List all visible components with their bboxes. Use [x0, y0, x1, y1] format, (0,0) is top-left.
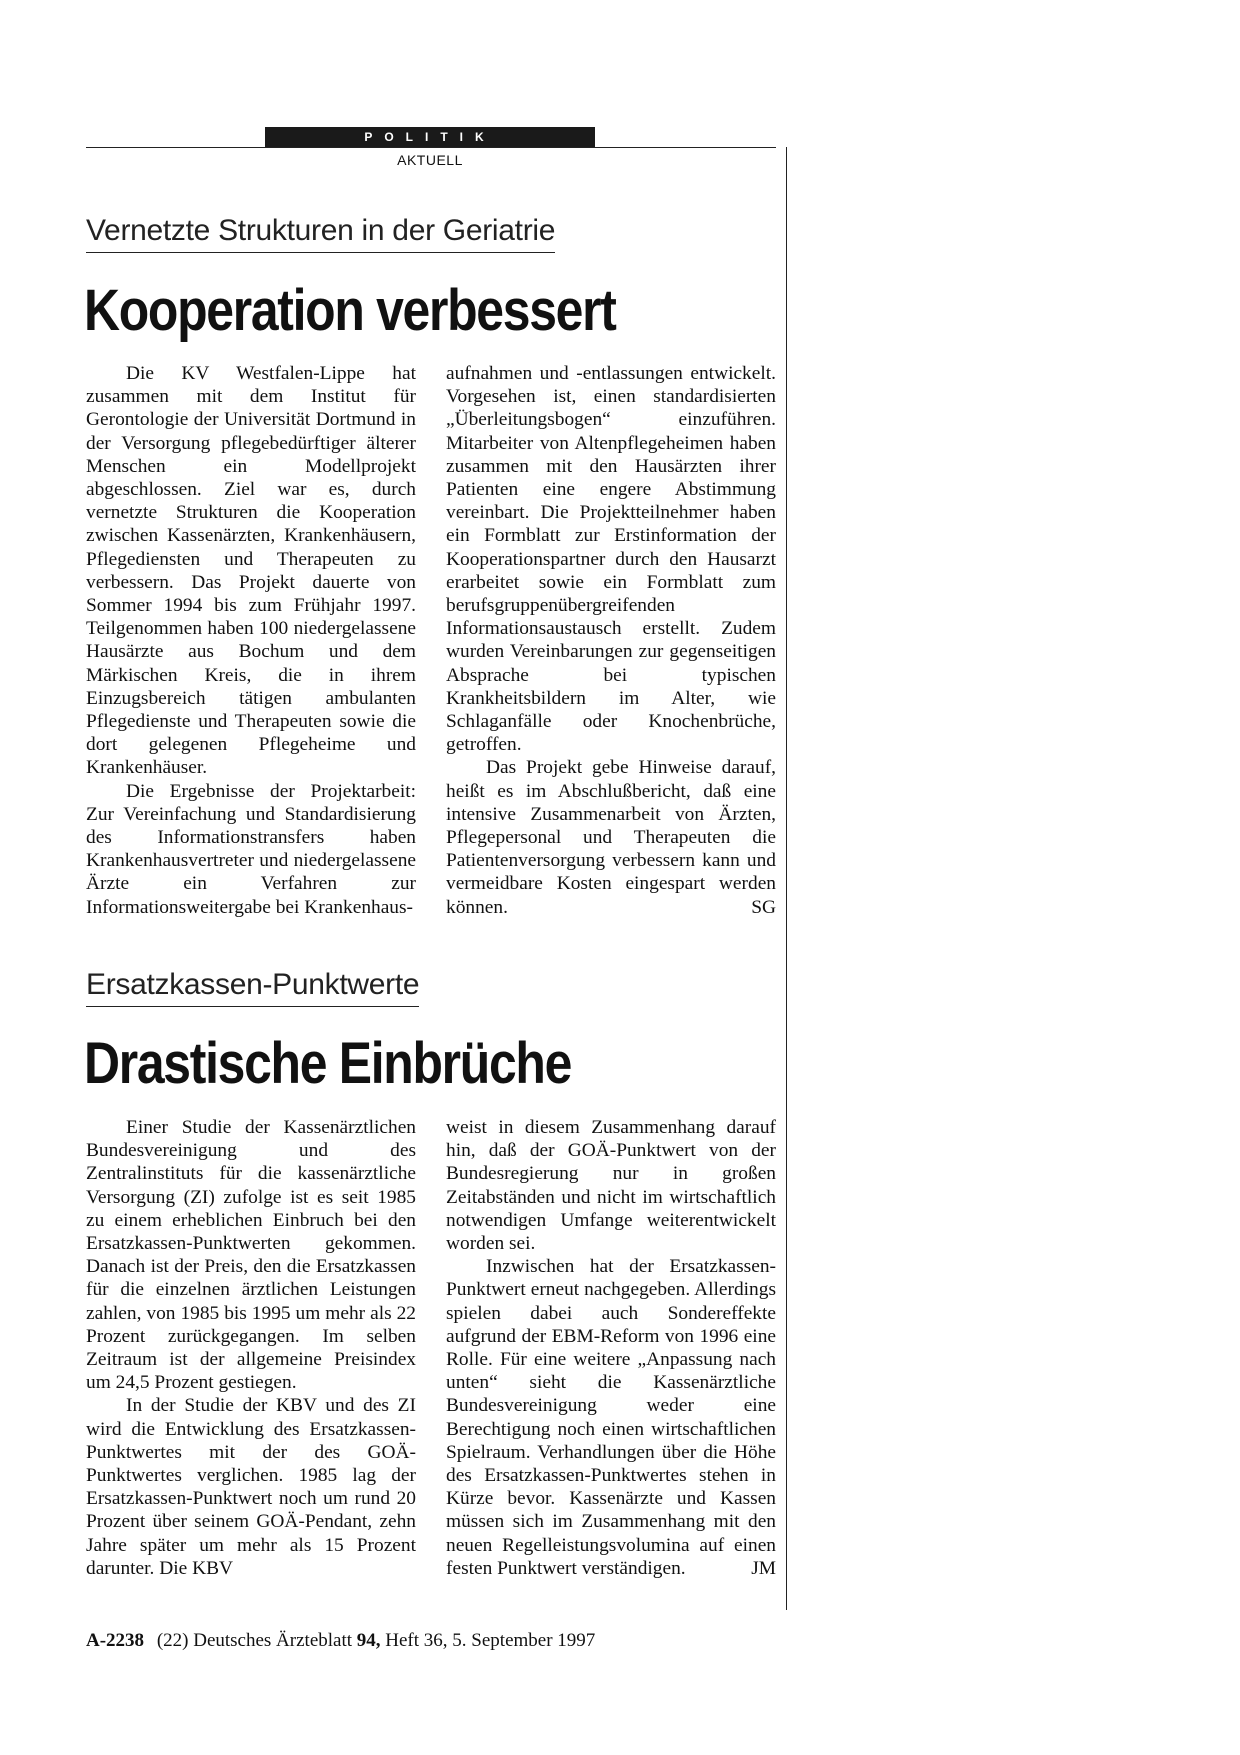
article2-column-1: [86, 1116, 416, 1580]
article1-kicker: Vernetzte Strukturen in der Geriatrie: [86, 214, 555, 253]
footer-issue: Heft 36, 5. September 1997: [385, 1630, 596, 1651]
article1-paragraph-text: Das Projekt gebe Hinweise darauf, heißt es im Abschlußbericht, daß eine intensive Zusammenarbeit von Ärzten, Pflegepersonal und Therapeuten die Patientenversorgung verbessern kann und vermeidbare Kosten eingespart werden können.: [446, 757, 776, 918]
column-divider: [786, 147, 787, 1610]
header-rule: [86, 147, 776, 148]
article1-headline: Kooperation verbessert: [84, 278, 616, 343]
article1-paragraph-last: [446, 756, 776, 918]
article1-paragraph: aufnahmen und -entlassungen entwickelt. Vorgesehen ist, einen standardisierten „Überleitungsbogen“ einzuführen. Mitarbeiter von Altenpflegeheimen haben zusammen mit den Hausärzten ihrer Patienten eine engere Abstimmung vereinbart. Die Projektteilnehmer haben ein Formblatt zur Erstinformation der Kooperationspartner durch den Hausarzt erarbeitet sowie ein Formblatt zum berufsgruppenübergreifenden Informationsaustausch erstellt. Zudem wurden Vereinbarungen zur gegenseitigen Absprache bei typischen Krankheitsbildern im Alter, wie Schlaganfälle oder Knochenbrüche, getroffen.: [446, 363, 776, 756]
article2-column-2: [446, 1116, 776, 1580]
article2-headline: Drastische Einbrüche: [84, 1031, 572, 1096]
page-footer: [86, 1630, 595, 1652]
article2-kicker: Ersatzkassen-Punktwerte: [86, 968, 419, 1007]
article2-paragraph-last: [446, 1255, 776, 1580]
footer-volume: 94,: [356, 1630, 381, 1651]
article2-paragraph: In der Studie der KBV und des ZI wird die Entwicklung des Ersatzkassen-Punktwertes mit der des GOÄ-Punktwertes verglichen. 1985 lag der Ersatzkassen-Punktwert noch um rund 20 Prozent über seinem GOÄ-Pendant, zehn Jahre später um mehr als 15 Prozent darunter. Die KBV: [86, 1395, 416, 1579]
article1-column-2: [446, 362, 776, 919]
article2-signature: JM: [751, 1557, 776, 1579]
subsection-label: AKTUELL: [397, 152, 463, 168]
section-label: POLITIK: [265, 127, 595, 147]
article1-paragraph: Die KV Westfalen-Lippe hat zusammen mit dem Institut für Gerontologie der Universität Dortmund in der Versorgung pflegebedürftiger älterer Menschen ein Modellprojekt abgeschlossen. Ziel war es, durch vernetzte Strukturen die Kooperation zwischen Kassenärzten, Krankenhäusern, Pflegediensten und Therapeuten zu verbessern. Das Projekt dauerte von Sommer 1994 bis zum Frühjahr 1997. Teilgenommen haben 100 niedergelassene Hausärzte aus Bochum und dem Märkischen Kreis, die in ihrem Einzugsbereich tätigen ambulanten Pflegedienste und Therapeuten sowie die dort gelegenen Pflegeheime und Krankenhäuser.: [86, 363, 416, 779]
article2-paragraph: Einer Studie der Kassenärztlichen Bundesvereinigung und des Zentralinstituts für die kassenärztliche Versorgung (ZI) zufolge ist es seit 1985 zu einem erheblichen Einbruch bei den Ersatzkassen-Punktwerten gekommen. Danach ist der Preis, den die Ersatzkassen für die einzelnen ärztlichen Leistungen zahlen, von 1985 bis 1995 um mehr als 22 Prozent zurückgegangen. Im selben Zeitraum ist der allgemeine Preisindex um 24,5 Prozent gestiegen.: [86, 1117, 416, 1394]
article2-paragraph: weist in diesem Zusammenhang darauf hin, daß der GOÄ-Punktwert von der Bundesregierung nur in großen Zeitabständen und nicht im wirtschaftlich notwendigen Umfange weiterentwickelt worden sei.: [446, 1117, 776, 1255]
article1-paragraph: Die Ergebnisse der Projektarbeit: Zur Vereinfachung und Standardisierung des Informationstransfers haben Krankenhausvertreter und niedergelassene Ärzte ein Verfahren zur Informationsweitergabe bei Krankenhaus-: [86, 780, 416, 918]
page-number: A-2238: [86, 1630, 145, 1651]
article2-paragraph-text: Inzwischen hat der Ersatzkassen-Punktwert erneut nachgegeben. Allerdings spielen dabei auch Sondereffekte aufgrund der EBM-Reform von 1996 eine Rolle. Für eine weitere „Anpassung nach unten“ sieht die Kassenärztliche Bundesvereinigung weder eine Berechtigung noch einen wirtschaftlichen Spielraum. Verhandlungen über die Höhe des Ersatzkassen-Punktwertes stehen in Kürze bevor. Kassenärzte und Kassen müssen sich im Zusammenhang mit den neuen Regelleistungsvolumina auf einen festen Punktwert verständigen.: [446, 1256, 776, 1579]
article1-signature: SG: [751, 896, 776, 918]
article1-column-1: [86, 362, 416, 919]
footer-citation: (22) Deutsches Ärzteblatt: [156, 1630, 353, 1651]
